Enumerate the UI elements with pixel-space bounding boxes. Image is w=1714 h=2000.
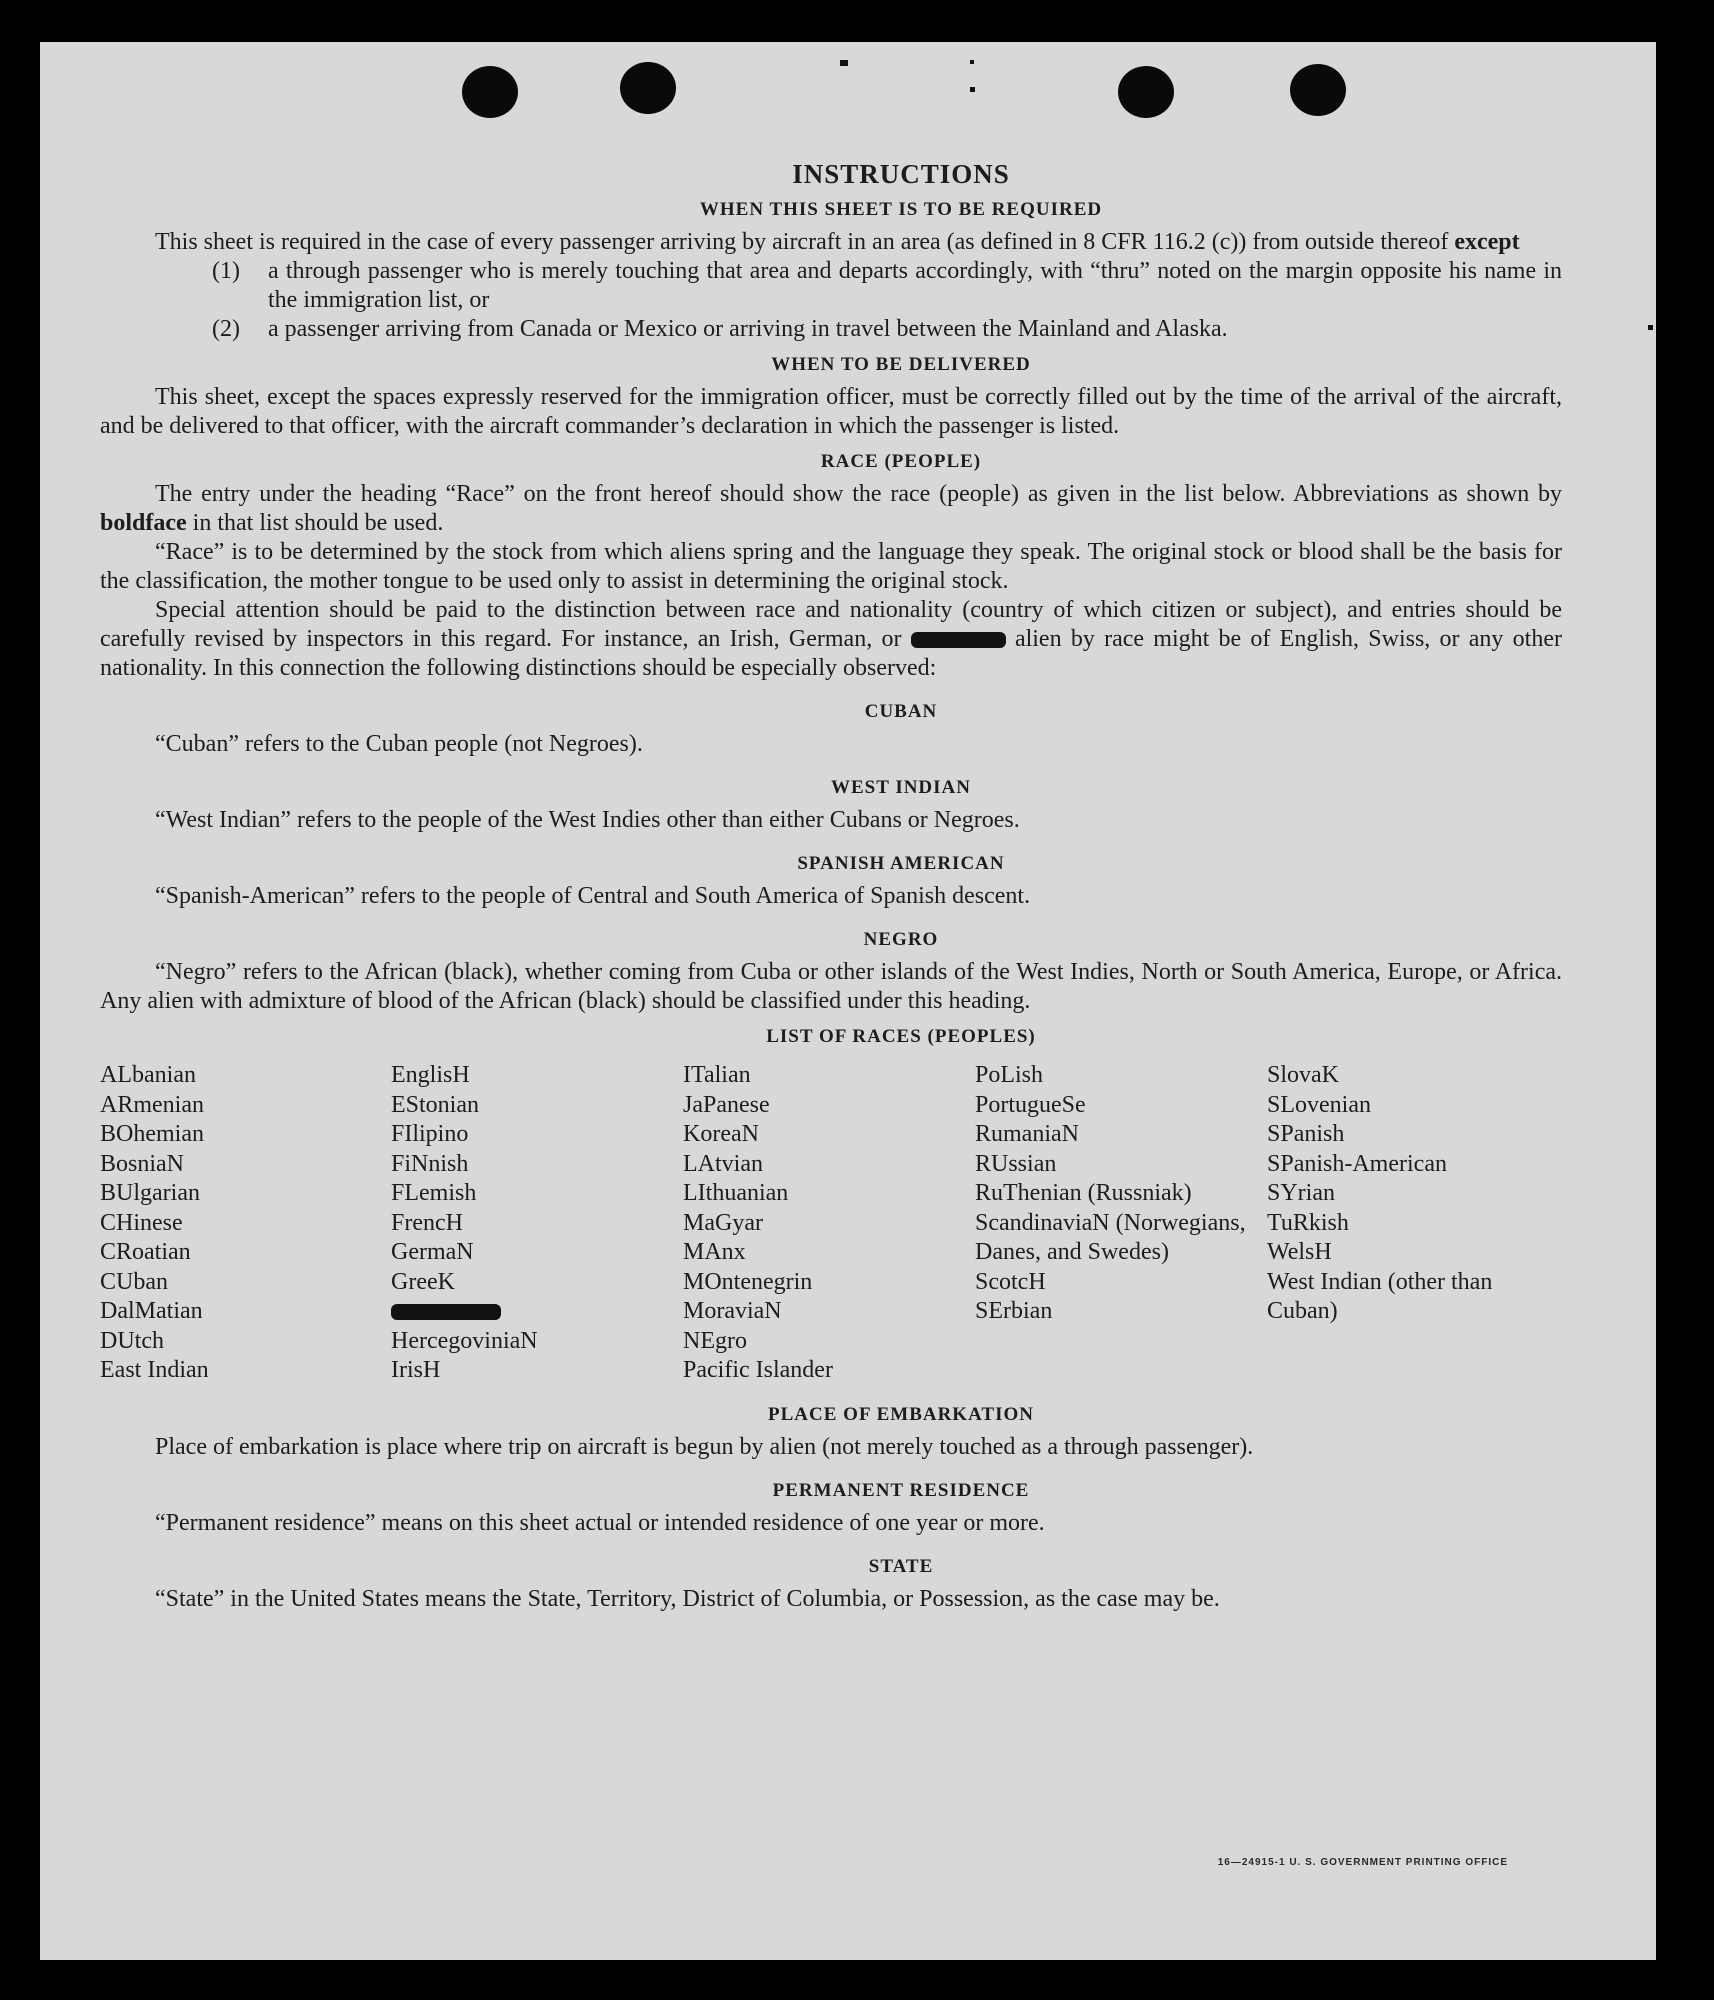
race-item: Pacific Islander [683,1357,833,1383]
negro-text: “Negro” refers to the African (black), whether coming from Cuba or other islands of the West Indies, North or South America, Europe, or Africa. Any alien with admixture of blood of the African (black) should be classified under this heading. [100,959,1562,1014]
race-item: SPanish [1267,1121,1345,1147]
race-item: RuThenian (Russniak) [975,1180,1192,1206]
paper-speck [840,60,848,66]
race-item: FIlipino [391,1121,469,1147]
section-heading-required: WHEN THIS SHEET IS TO BE REQUIRED [699,199,1103,220]
section-heading-race: RACE (PEOPLE) [820,451,982,472]
west-indian-text: “West Indian” refers to the people of the West Indies other than either Cubans or Negroes. [155,807,1020,833]
race-item: SPanish-American [1267,1150,1447,1177]
required-intro: This sheet is required in the case of every passenger arriving by aircraft in an area (as defined in 8 CFR 116.2 (c)) from outside thereof except [155,229,1520,255]
race-item: FLemish [391,1180,477,1206]
race-item: ALbanian [100,1062,196,1088]
redaction-mark [391,1304,501,1320]
race-item: HercegoviniaN [391,1327,538,1354]
race-item: MaGyar [683,1209,763,1236]
race-item: BosniaN [100,1150,184,1177]
race-paragraph-2: “Race” is to be determined by the stock from which aliens spring and the language they speak. The original stock or blood shall be the basis for the classification, the mother tongue to be used only to assist in determining the original stock. [100,539,1562,594]
section-heading-residence: PERMANENT RESIDENCE [772,1479,1030,1501]
races-column-1 [100,1061,391,1386]
race-item: SErbian [975,1298,1053,1324]
race-item: PortugueSe [975,1091,1086,1118]
race-item: GermaN [391,1239,474,1265]
race-item: ARmenian [100,1091,204,1118]
section-heading-delivered: WHEN TO BE DELIVERED [771,354,1031,375]
paper-speck [970,87,975,92]
race-item: WelsH [1267,1239,1332,1265]
page-title: INSTRUCTIONS [792,159,1010,189]
punch-hole [620,62,676,114]
race-item: BOhemian [100,1121,204,1147]
section-heading-west-indian: WEST INDIAN [831,777,971,798]
race-item: SLovenian [1267,1091,1371,1118]
race-item: MoraviaN [683,1298,782,1324]
paper-speck [1648,325,1653,330]
instructions-body [100,160,1562,1614]
race-paragraph-1: The entry under the heading “Race” on the front hereof should show the race (people) as given in the list below. Abbreviations as shown by boldface in that list should be used. [100,481,1562,536]
section-heading-negro: NEGRO [863,929,939,950]
races-column-3 [683,1061,975,1386]
race-item: DalMatian [100,1298,203,1324]
paper-speck [970,60,974,64]
race-item: RumaniaN [975,1121,1079,1147]
races-column-2 [391,1061,683,1386]
race-item: East Indian [100,1357,209,1383]
punch-hole [1118,66,1174,118]
race-item: PoLish [975,1062,1044,1088]
race-item: GreeK [391,1268,455,1295]
exception-item-1: (1) a through passenger who is merely touching that area and departs accordingly, with “thru” noted on the margin opposite his name in the immigration list, or [212,258,1562,313]
race-item: IrisH [391,1357,441,1383]
document-sheet [40,42,1656,1960]
races-column-5 [1267,1061,1562,1386]
punch-hole [462,66,518,118]
race-item: DUtch [100,1327,164,1354]
residence-text: “Permanent residence” means on this sheet actual or intended residence of one year or more. [155,1509,1045,1536]
race-item: West Indian (other than Cuban) [1267,1268,1493,1324]
race-item: FiNnish [391,1150,469,1177]
punch-hole [1290,64,1346,116]
race-item: JaPanese [683,1091,770,1118]
race-item: ScotcH [975,1268,1046,1295]
embarkation-text: Place of embarkation is place where trip on aircraft is begun by alien (not merely touched as a through passenger). [155,1433,1254,1460]
race-item: RUssian [975,1150,1057,1177]
section-heading-state: STATE [868,1555,934,1577]
section-heading-races-list: LIST OF RACES (PEOPLES) [766,1026,1036,1047]
redaction-mark [911,632,1006,648]
state-text: “State” in the United States means the State, Territory, District of Columbia, or Possession, as the case may be. [155,1585,1220,1612]
races-column-4 [975,1061,1267,1386]
race-item: BUlgarian [100,1180,200,1206]
section-heading-embarkation: PLACE OF EMBARKATION [768,1403,1034,1425]
race-item: SYrian [1267,1180,1335,1206]
race-item: EnglisH [391,1062,470,1088]
race-paragraph-3: Special attention should be paid to the distinction between race and nationality (country of which citizen or subject), and entries should be carefully revised by inspectors in this regard. For instance, an Irish, German, or alien by race might be of English, Swiss, or any other nationality. In this connection the following distinctions should be especially observed: [100,597,1562,681]
exception-item-2: (2) a passenger arriving from Canada or Mexico or arriving in travel between the Mainland and Alaska. [212,316,1228,342]
race-item: CHinese [100,1209,183,1236]
race-item: MAnx [683,1239,746,1265]
race-item: ITalian [683,1062,751,1088]
race-item: SlovaK [1267,1062,1339,1088]
cuban-text: “Cuban” refers to the Cuban people (not Negroes). [155,731,643,757]
spanish-american-text: “Spanish-American” refers to the people of Central and South America of Spanish descent. [155,883,1031,909]
race-item: CUban [100,1268,168,1295]
race-item: EStonian [391,1091,479,1118]
race-item: KoreaN [683,1121,759,1147]
section-heading-spanish-american: SPANISH AMERICAN [797,853,1005,874]
printing-office-footer: 16—24915-1 U. S. GOVERNMENT PRINTING OFFICE [1217,1857,1508,1868]
race-item: TuRkish [1267,1209,1349,1236]
race-item: CRoatian [100,1239,191,1265]
race-item: FrencH [391,1209,463,1236]
delivered-text: This sheet, except the spaces expressly reserved for the immigration officer, must be correctly filled out by the time of the arrival of the aircraft, and be delivered to that officer, with the aircraft commander’s declaration in which the passenger is listed. [100,384,1562,439]
race-item: ScandinaviaN (Norwegians, Danes, and Swedes) [975,1209,1246,1265]
races-list [100,1061,1562,1386]
section-heading-cuban: CUBAN [864,701,938,722]
race-item: LAtvian [683,1150,763,1177]
race-item-redacted [391,1297,683,1327]
race-item: LIthuanian [683,1180,789,1206]
race-item: NEgro [683,1327,747,1354]
race-item: MOntenegrin [683,1268,813,1295]
